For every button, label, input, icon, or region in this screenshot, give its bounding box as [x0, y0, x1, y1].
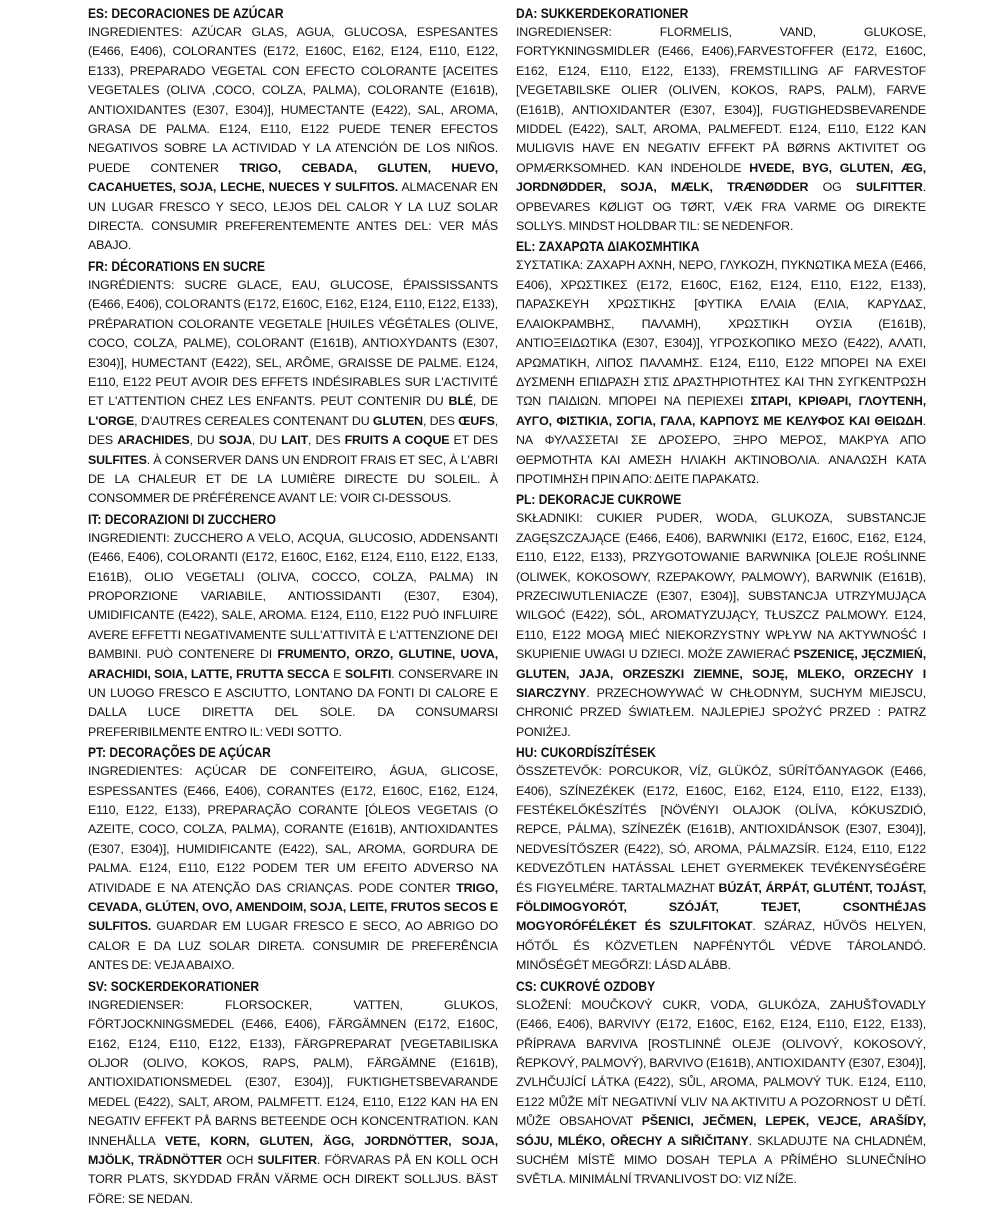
heading-da: DA: SUKKERDEKORATIONER [516, 5, 689, 21]
allergen-text: FRUITS A COQUE [344, 433, 450, 448]
allergen-text: LAIT [281, 433, 308, 448]
allergen-text: GLUTEN [372, 413, 423, 428]
left-column [88, 3, 499, 1206]
allergen-text: L'ORGE [88, 413, 135, 428]
heading-sv: SV: SOCKERDEKORATIONER [88, 977, 260, 994]
heading-fr: FR: DÉCORATIONS EN SUCRE [88, 257, 266, 274]
allergen-text: SOJA [218, 433, 252, 448]
text-it: INGREDIENTI: ZUCCHERO A VELO, ACQUA, GLUCOSIO, ADDENSANTI (E466, E406), COLORANTI (E172, E160C, E162, E124, E110, E122, E133, E161B), OLIO VEGETALI (OLIVA, COCCO, COLZA, PALMA) IN PROPORZIONE VARIABILE, ANTIOSSIDANTI (E307, E304), UMIDIFICANTE (E422), SALE, AROMA. E124, E110, E122 PUÒ INFLUIRE AVERE EFFETTI NEGATIVAMENTE SULL'ATTIVITÀ E L'ATTENZIONE DEI BAMBINI. PUÒ CONTENERE DI FRUMENTO, ORZO, GLUTINE, UOVA, ARACHIDI, SOIA, LATTE, FRUTTA SECCA E SOLFITI. CONSERVARE IN UN LUOGO FRESCO E ASCIUTTO, LONTANO DA FONTI DI CALORE E DALLA LUCE DIRETTA DEL SOLE. DA CONSUMARSI PREFERIBILMENTE ENTRO IL: VEDI SOTTO. [88, 530, 498, 739]
right-column [516, 3, 927, 1187]
allergen-text: PŠENICI, JEČMEN, LEPEK, VEJCE, ARAŠÍDY, SÓJU, MLÉKO, OŘECHY A SIŘIČITANY [516, 1114, 927, 1148]
section-sv [88, 976, 498, 1209]
section-da [516, 3, 926, 236]
allergen-text: BLÉ [448, 394, 473, 409]
heading-hu: HU: CUKORDÍSZÍTÉSEK [516, 744, 656, 761]
text-sv: INGREDIENSER: FLORSOCKER, VATTEN, GLUKOS, FÖRTJOCKNINGSMEDEL (E466, E406), FÄRGÄMNEN (E172, E160C, E162, E124, E110, E122, E133), FÄRGPREPARAT [VEGETABILISKA OLJOR (OLIVO, KOKOS, RAPS, PALM), FÄRGÄMNE (E161B), ANTIOXIDATIONSMEDEL (E307, E304)], FUKTIGHETSBEVARANDE MEDEL (E422), SALT, AROM, PALMFETT. E124, E110, E122 KAN HA EN NEGATIV EFFEKT PÅ BARNS BETEENDE OCH KONCENTRATION. KAN INNEHÅLLA VETE, KORN, GLUTEN, ÄGG, JORDNÖTTER, SOJA, MJÖLK, TRÄDNÖTTER OCH SULFITER. FÖRVARAS PÅ EN KOLL OCH TORR PLATS, SKYDDAD FRÅN VÄRME OCH DIREKT SOLLJUS. BÄST FÖRE: SE NEDAN. [88, 997, 499, 1206]
section-el [516, 236, 926, 489]
allergen-text: ΣΙΤΑΡΙ, ΚΡΙΘΑΡΙ, ΓΛΟΥΤΕΝΗ, ΑΥΓΟ, ΦΙΣΤΙΚΙΑ, ΣΟΓΙΑ, ΓΑΛΑ, ΚΑΡΠΟΥΣ ΜΕ ΚΕΛΥΦΟΣ ΚΑΙ ΘΕΙΩΔΗ [516, 394, 926, 428]
heading-pl: PL: DEKORACJE CUKROWE [516, 491, 682, 508]
allergen-text: ARACHIDES [117, 433, 190, 448]
heading-pt: PT: DECORAÇÕES DE AÇÚCAR [88, 744, 271, 761]
text-da: INGREDIENSER: FLORMELIS, VAND, GLUKOSE, FORTYKNINGSMIDLER (E466, E406),FARVESTOFFER (E172, E160C, E162, E124, E110, E122, E133), FREMSTILLING AF FARVESTOF [VEGETABILSKE OLIER (OLIVEN, KOKOS, RAPS, PALM), FARVE (E161B), ANTIOXIDANTER (E307, E304)], FUGTIGHEDSBEVARENDE MIDDEL (E422), SALT, AROMA, PALMEFEDT. E124, E110, E122 KAN MULIGVIS HAVE EN NEGATIV EFFEKT PÅ BØRNS AKTIVITET OG OPMÆRKSOMHED. KAN INDEHOLDE HVEDE, BYG, GLUTEN, ÆG, JORDNØDDER, SOJA, MÆLK, TRÆNØDDER OG SULFITTER. OPBEVARES KØLIGT OG TØRT, VÆK FRA VARME OG DIREKTE SOLLYS. MINDST HOLDBAR TIL: SE NEDENFOR. [516, 25, 927, 234]
text-fr: INGRÉDIENTS: SUCRE GLACE, EAU, GLUCOSE, ÉPAISSISSANTS (E466, E406), COLORANTS (E172, E160C, E162, E124, E110, E122, E133), PRÉPARATION COLORANTE VEGETALE [HUILES VÉGÉTALES (OLIVE, COCO, COLZA, PALME), COLORANT (E161B), ANTIOXYDANTS (E307, E304)], HUMECTANT (E422), SEL, ARÔME, GRAISSE DE PALME. E124, E110, E122 PEUT AVOIR DES EFFETS INDÉSIRABLES SUR L'ACTIVITÉ ET L'ATTENTION CHEZ LES ENFANTS. PEUT CONTENIR DU BLÉ, DE L'ORGE, D'AUTRES CEREALES CONTENANT DU GLUTEN, DES ŒUFS, DES ARACHIDES, DU SOJA, DU LAIT, DES FRUITS A COQUE ET DES SULFITES. À CONSERVER DANS UN ENDROIT FRAIS ET SEC, À L'ABRI DE LA CHALEUR ET DE LA LUMIÈRE DIRECTE DU SOLEIL. À CONSOMMER DE PRÉFÉRENCE AVANT LE: VOIR CI-DESSOUS. [88, 277, 499, 506]
section-fr [88, 256, 498, 509]
text-cs: SLOŽENÍ: MOUČKOVÝ CUKR, VODA, GLUKÓZA, ZAHUŠŤOVADLY (E466, E406), BARVIVY (E172, E160C, E162, E124, E110, E122, E133), PŘÍPRAVA BARVIVA [ROSTLINNÉ OLEJE (OLIVOVÝ, KOKOSOVÝ, ŘEPKOVÝ, PALMOVÝ), BARVIVO (E161B), ANTIOXIDANTY (E307, E304)], ZVLHČUJÍCÍ LÁTKA (E422), SŮL, AROMA, PALMOVÝ TUK. E124, E110, E122 MŮŽE MÍT NEGATIVNÍ VLIV NA AKTIVITU A POZORNOST U DĚTÍ. MŮŽE OBSAHOVAT PŠENICI, JEČMEN, LEPEK, VEJCE, ARAŠÍDY, SÓJU, MLÉKO, OŘECHY A SIŘIČITANY. SKLADUJTE NA CHLADNÉM, SUCHÉM MÍSTĚ MIMO DOSAH TEPLA A PŘÍMÉHO SLUNEČNÍHO SVĚTLA. MINIMÁLNÍ TRVANLIVOST DO: VIZ NÍŽE. [516, 997, 927, 1187]
heading-el: EL: ΖΑΧΑΡΩΤΑ ΔΙΑΚΟΣΜΗΤΙΚΑ [516, 238, 700, 255]
allergen-text: SOLFITI [344, 666, 392, 681]
heading-it: IT: DECORAZIONI DI ZUCCHERO [88, 510, 276, 527]
text-es: INGREDIENTES: AZÚCAR GLAS, AGUA, GLUCOSA, ESPESANTES (E466, E406), COLORANTES (E172, E160C, E162, E124, E110, E122, E133), PREPARADO VEGETAL CON EFECTO COLORANTE [ACEITES VEGETALES (OLIVA ,COCO, COLZA, PALMA), COLORANTE (E161B), ANTIOXIDANTES (E307, E304)], HUMECTANTE (E422), SAL, AROMA, GRASA DE PALMA. E124, E110, E122 PUEDE TENER EFECTOS NEGATIVOS SOBRE LA ACTIVIDAD Y LA ATENCIÓN DE LOS NIÑOS. PUEDE CONTENER TRIGO, CEBADA, GLUTEN, HUEVO, CACAHUETES, SOJA, LECHE, NUECES Y SULFITOS. ALMACENAR EN UN LUGAR FRESCO Y SECO, LEJOS DEL CALOR Y LA LUZ SOLAR DIRECTA. CONSUMIR PREFERENTEMENTE ANTES DEL: VER MÁS ABAJO. [88, 25, 498, 253]
text-pt: INGREDIENTES: AÇÚCAR DE CONFEITEIRO, ÁGUA, GLICOSE, ESPESSANTES (E466, E406), CORANTES (E172, E160C, E162, E124, E110, E122, E133), PREPARAÇÃO CORANTE [ÓLEOS VEGETAIS (O AZEITE, COCO, COLZA, PALMA), CORANTE (E161B), ANTIOXIDANTES (E307, E304)], HUMIDIFICANTE (E422), SAL, AROMA, GORDURA DE PALMA. E124, E110, E122 PODEM TER UM EFEITO ADVERSO NA ATIVIDADE E NA ATENÇÃO DAS CRIANÇAS. PODE CONTER TRIGO, CEVADA, GLÚTEN, OVO, AMENDOIM, SOJA, LEITE, FRUTOS SECOS E SULFITOS. GUARDAR EM LUGAR FRESCO E SECO, AO ABRIGO DO CALOR E DA LUZ SOLAR DIRETA. CONSUMIR DE PREFERÊNCIA ANTES DE: VEJA ABAIXO. [88, 764, 498, 973]
section-pt [88, 742, 498, 975]
section-hu [516, 742, 926, 975]
allergen-text: TRIGO, CEBADA, GLUTEN, HUEVO, CACAHUETES, SOJA, LECHE, NUECES Y SULFITOS. [88, 160, 498, 195]
allergen-text: FRUMENTO, ORZO, GLUTINE, UOVA, ARACHIDI, SOIA, LATTE, FRUTTA SECCA [88, 647, 498, 681]
allergen-text: SULFITTER [855, 180, 923, 195]
allergen-text: PSZENICĘ, JĘCZMIEŃ, GLUTEN, JAJA, ORZESZKI ZIEMNE, SOJĘ, MLEKO, ORZECHY I SIARCZYNY [516, 647, 927, 700]
section-pl [516, 489, 926, 742]
allergen-text: VETE, KORN, GLUTEN, ÄGG, JORDNÖTTER, SOJA, MJÖLK, TRÄDNÖTTER [88, 1133, 498, 1167]
text-pl: SKŁADNIKI: CUKIER PUDER, WODA, GLUKOZA, SUBSTANCJE ZAGĘSZCZAJĄCE (E466, E406), BARWNIKI (E172, E160C, E162, E124, E110, E122, E133), PRZYGOTOWANIE BARWNIKA [OLEJE ROŚLINNE (OLIWEK, KOKOSOWY, RZEPAKOWY, PALMOWY), BARWNIK (E161B), PRZECIWUTLENIACZE (E307, E304)], SUBSTANCJA UTRZYMUJĄCA WILGOĆ (E422), SÓL, AROMATYZUJĄCY, TŁUSZCZ PALMOWY. E124, E110, E122 MOGĄ MIEĆ NIEKORZYSTNY WPŁYW NA AKTYWNOŚĆ I SKUPIENIE UWAGI U DZIECI. MOŻE ZAWIERAĆ PSZENICĘ, JĘCZMIEŃ, GLUTEN, JAJA, ORZESZKI ZIEMNE, SOJĘ, MLEKO, ORZECHY I SIARCZYNY. PRZECHOWYWAĆ W CHŁODNYM, SUCHYM MIEJSCU, CHRONIĆ PRZED ŚWIATŁEM. NAJLEPIEJ SPOŻYĆ PRZED : PATRZ PONIŻEJ. [516, 511, 927, 739]
section-es [88, 3, 498, 256]
heading-cs: CS: CUKROVÉ OZDOBY [516, 977, 656, 994]
allergen-text: HVEDE, BYG, GLUTEN, ÆG, JORDNØDDER, SOJA, MÆLK, TRÆNØDDER [516, 160, 926, 195]
section-it [88, 509, 498, 742]
allergen-text: ŒUFS [458, 413, 495, 428]
allergen-text: TRIGO, CEVADA, GLÚTEN, OVO, AMENDOIM, SOJA, LEITE, FRUTOS SECOS E SULFITOS. [88, 880, 498, 934]
allergen-text: BÚZÁT, ÁRPÁT, GLUTÉNT, TOJÁST, FÖLDIMOGYORÓT, SZÓJÁT, TEJET, CSONTHÉJAS MOGYORÓFÉLÉKET ÉS SZULFITOKAT [516, 880, 926, 934]
text-hu: ÖSSZETEVŐK: PORCUKOR, VÍZ, GLÜKÓZ, SŰRÍTŐANYAGOK (E466, E406), SZÍNEZÉKEK (E172, E160C, E162, E124, E110, E122, E133), FESTÉKELŐKÉSZÍTÉS [NÖVÉNYI OLAJOK (OLÍVA, KÓKUSZDIÓ, REPCE, PÁLMA), SZÍNEZÉK (E161B), ANTIOXIDÁNSOK (E307, E304)], NEDVESÍTŐSZER (E422), SÓ, AROMA, PÁLMAZSÍR. E124, E110, E122 KEDVEZŐTLEN HATÁSSAL LEHET GYERMEKEK TEVÉKENYSÉGÉRE ÉS FIGYELMÉRE. TARTALMAZHAT BÚZÁT, ÁRPÁT, GLUTÉNT, TOJÁST, FÖLDIMOGYORÓT, SZÓJÁT, TEJET, CSONTHÉJAS MOGYORÓFÉLÉKET ÉS SZULFITOKAT. SZÁRAZ, HŰVÖS HELYEN, HŐTŐL ÉS KÖZVETLEN NAPFÉNYTŐL VÉDVE TÁROLANDÓ. MINŐSÉGÉT MEGŐRZI: LÁSD ALÁBB. [516, 764, 926, 973]
allergen-text: SULFITES [88, 452, 147, 467]
allergen-text: SULFITER [257, 1152, 317, 1167]
heading-es: ES: DECORACIONES DE AZÚCAR [88, 5, 284, 21]
text-el: ΣΥΣΤΑΤΙΚΑ: ΖΑΧΑΡΗ ΑΧΝΗ, ΝΕΡΟ, ΓΛΥΚΟΖΗ, ΠΥΚΝΩΤΙΚΑ ΜΕΣΑ (E466, E406), ΧΡΩΣΤΙΚΕΣ (E172, E160C, E162, E124, E110, E122, E133), ΠΑΡΑΣΚΕΥΗ ΧΡΩΣΤΙΚΗΣ [ΦΥΤΙΚΑ ΕΛΑΙΑ (ΕΛΙΑ, ΚΑΡΥΔΑΣ, ΕΛΑΙΟΚΡΑΜΒΗΣ, ΠΑΛΑΜΗ), ΧΡΩΣΤΙΚΗ ΟΥΣΙΑ (E161B), ΑΝΤΙΟΞΕΙΔΩΤΙΚΑ (E307, E304)], ΥΓΡΟΣΚΟΠΙΚΟ ΜΕΣΟ (E422), ΑΛΑΤΙ, ΑΡΩΜΑΤΙΚΗ, ΛΙΠΟΣ ΠΑΛΑΜΗΣ. E124, E110, E122 ΜΠΟΡΕΙ ΝΑ ΕΧΕΙ ΔΥΣΜΕΝΗ ΕΠΙΔΡΑΣΗ ΣΤΙΣ ΔΡΑΣΤΗΡΙΟΤΗΤΕΣ ΚΑΙ ΤΗΝ ΣΥΓΚΕΝΤΡΩΣΗ ΤΩΝ ΠΑΙΔΙΩΝ. ΜΠΟΡΕΙ ΝΑ ΠΕΡΙΕΧΕΙ ΣΙΤΑΡΙ, ΚΡΙΘΑΡΙ, ΓΛΟΥΤΕΝΗ, ΑΥΓΟ, ΦΙΣΤΙΚΙΑ, ΣΟΓΙΑ, ΓΑΛΑ, ΚΑΡΠΟΥΣ ΜΕ ΚΕΛΥΦΟΣ ΚΑΙ ΘΕΙΩΔΗ. ΝΑ ΦΥΛΑΣΣΕΤΑΙ ΣΕ ΔΡΟΣΕΡΟ, ΞΗΡΟ ΜΕΡΟΣ, ΜΑΚΡΥΑ ΑΠΟ ΘΕΡΜΟΤΗΤΑ ΚΑΙ ΑΜΕΣΗ ΗΛΙΑΚΗ ΑΚΤΙΝΟΒΟΛΙΑ. ΑΝΑΛΩΣΗ ΚΑΤΑ ΠΡΟΤΙΜΗΣΗ ΠΡΙΝ ΑΠΟ: ΔΕΙΤΕ ΠΑΡΑΚΑΤΩ. [516, 258, 926, 486]
